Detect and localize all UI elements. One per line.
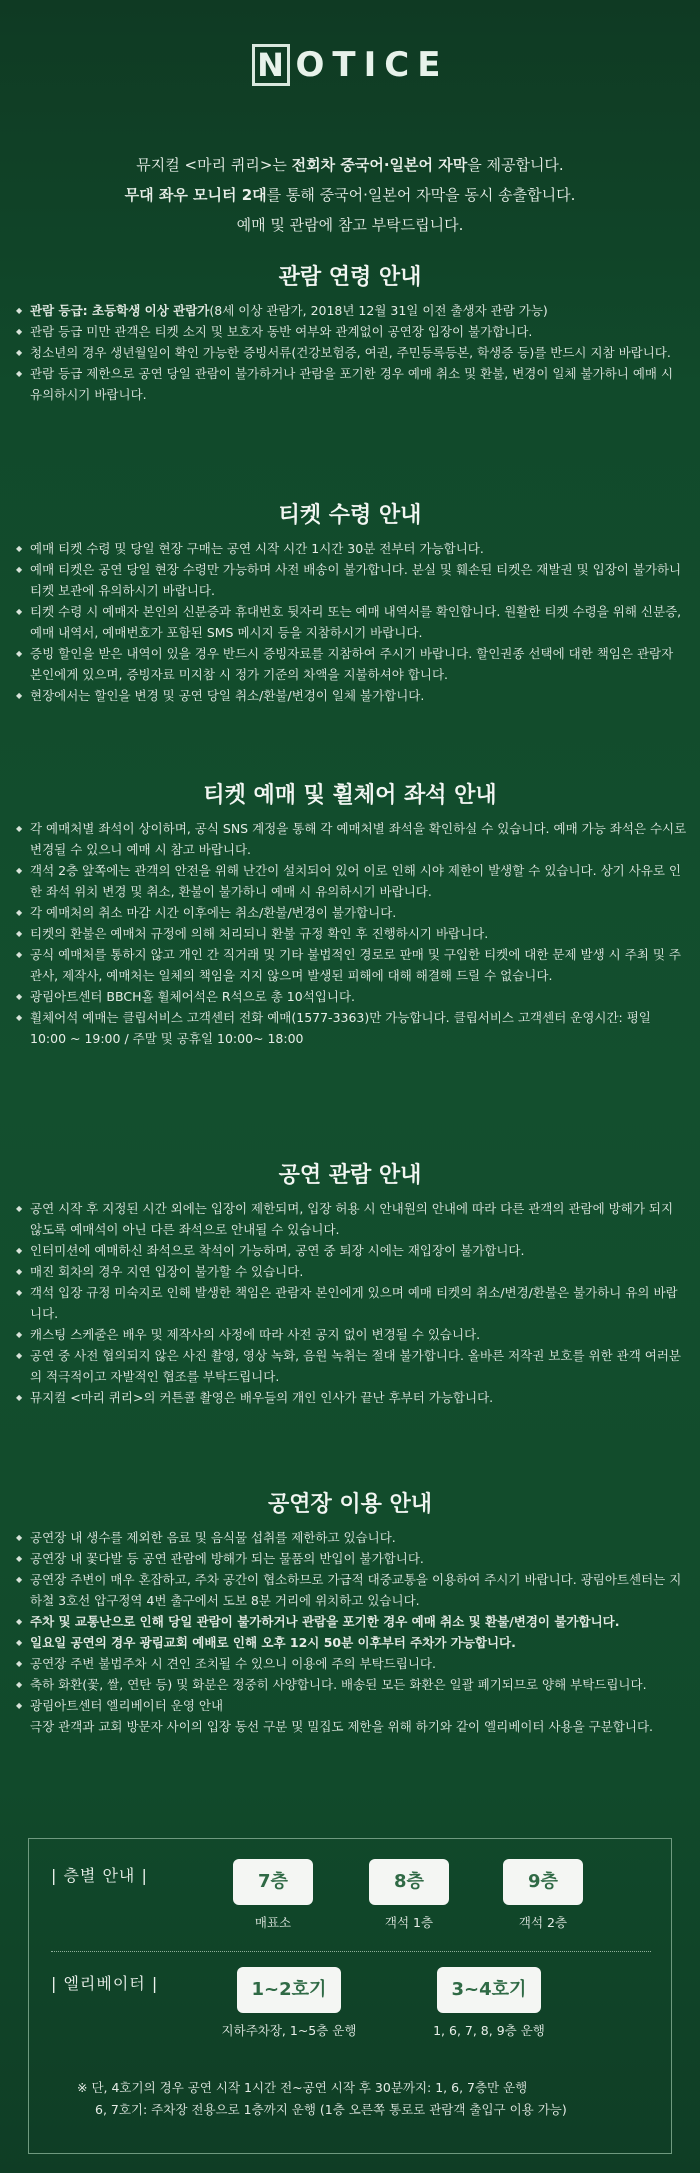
- list-item: ◆ 객석 2층 앞쪽에는 관객의 안전을 위해 난간이 설치되어 있어 이로 인해 시야 제한이 발생할 수 있습니다. 상기 사유로 인한 좌석 위치 변경 및 취소, 환불이 불가하니 예매 시 유의하시기 바랍니다.: [16, 860, 688, 902]
- list-item: ◆ 예매 티켓은 공연 당일 현장 수령만 가능하며 사전 배송이 불가합니다. 분실 및 훼손된 티켓은 재발권 및 입장이 불가하니 티켓 보관에 유의하시기 바랍니다.: [16, 559, 688, 601]
- booking-list: [16, 818, 688, 1049]
- list-item: ◆ 공연 시작 후 지정된 시간 외에는 입장이 제한되며, 입장 허용 시 안내원의 안내에 따라 다른 관객의 관람에 방해가 되지 않도록 예매석이 아닌 다른 좌석으로 안내될 수 있습니다.: [16, 1198, 688, 1240]
- notice-header: [0, 44, 700, 86]
- guide-divider: [51, 1951, 651, 1952]
- floor-9-caption: 객석 2층: [518, 1915, 568, 1930]
- list-item: ◆ 현장에서는 할인을 변경 및 공연 당일 취소/환불/변경이 일체 불가합니다.: [16, 685, 688, 706]
- section-title-booking: 티켓 예매 및 휠체어 좌석 안내: [203, 783, 497, 808]
- intro-text: [0, 150, 700, 240]
- floor-8-caption: 객석 1층: [384, 1915, 434, 1930]
- floor-9-pill: 9층: [503, 1859, 583, 1905]
- section-title-ticket: 티켓 수령 안내: [278, 503, 422, 528]
- list-item: ◆ 티켓의 환불은 예매처 규정에 의해 처리되니 환불 규정 확인 후 진행하시기 바랍니다.: [16, 923, 688, 944]
- list-item: ◆ 각 예매처의 취소 마감 시간 이후에는 취소/환불/변경이 불가합니다.: [16, 902, 688, 923]
- list-item: ◆ 증빙 할인을 받은 내역이 있을 경우 반드시 증빙자료를 지참하여 주시기 바랍니다. 할인권종 선택에 대한 책임은 관람자 본인에게 있으며, 증빙자료 미지참 시 정가 기준의 차액을 지불하셔야 합니다.: [16, 643, 688, 685]
- intro-line-3: 예매 및 관람에 참고 부탁드립니다.: [236, 216, 464, 234]
- list-item: ◆ 일요일 공연의 경우 광림교회 예배로 인해 오후 12시 50분 이후부터 주차가 가능합니다.: [16, 1632, 688, 1653]
- notice-title: [252, 44, 449, 86]
- list-item: ◆ 관람 등급 제한으로 공연 당일 관람이 불가하거나 관람을 포기한 경우 예매 취소 및 환불, 변경이 일체 불가하니 예매 시 유의하시기 바랍니다.: [16, 363, 688, 405]
- list-item: ◆ 광림아트센터 엘리베이터 운영 안내: [16, 1695, 688, 1716]
- list-item: ◆ 공연장 주변이 매우 혼잡하고, 주차 공간이 협소하므로 가급적 대중교통을 이용하여 주시기 바랍니다. 광림아트센터는 지하철 3호선 압구정역 4번 출구에서 도보 8분 거리에 위치하고 있습니다.: [16, 1569, 688, 1611]
- list-item: ◆ 공연 중 사전 협의되지 않은 사진 촬영, 영상 녹화, 음원 녹취는 절대 불가합니다. 올바른 저작권 보호를 위한 관객 여러분의 적극적이고 자발적인 협조를 부탁드립니다.: [16, 1345, 688, 1387]
- elevator-guide-label: | 엘리베이터 |: [51, 1974, 159, 1993]
- list-item: ◆ 휠체어석 예매는 클립서비스 고객센터 전화 예매(1577-3363)만 가능합니다. 클립서비스 고객센터 운영시간: 평일 10:00 ~ 19:00 / 주말 및 공휴일 10:00~ 18:00: [16, 1007, 688, 1049]
- list-item: ◆ 공연장 내 생수를 제외한 음료 및 음식물 섭취를 제한하고 있습니다.: [16, 1527, 688, 1548]
- list-item: ◆ 축하 화환(꽃, 쌀, 연탄 등) 및 화분은 정중히 사양합니다. 배송된 모든 화환은 일괄 폐기되므로 양해 부탁드립니다.: [16, 1674, 688, 1695]
- list-item: ◆ 인터미션에 예매하신 좌석으로 착석이 가능하며, 공연 중 퇴장 시에는 재입장이 불가합니다.: [16, 1240, 688, 1261]
- list-item: ◆ 티켓 수령 시 예매자 본인의 신분증과 휴대번호 뒷자리 또는 예매 내역서를 확인합니다. 원활한 티켓 수령을 위해 신분증, 예매 내역서, 예매번호가 포함된 SMS 메시지 등을 지참하시기 바랍니다.: [16, 601, 688, 643]
- elevator-note-1: ※ 단, 4호기의 경우 공연 시작 1시간 전~공연 시작 후 30분까지: 1, 6, 7층만 운행: [77, 2080, 528, 2095]
- floor-7-caption: 매표소: [254, 1915, 292, 1930]
- floor-guide-label: | 층별 안내 |: [51, 1866, 148, 1885]
- list-item: ◆ 뮤지컬 <마리 퀴리>의 커튼콜 촬영은 배우들의 개인 인사가 끝난 후부터 가능합니다.: [16, 1387, 688, 1408]
- viewing-list: [16, 1198, 688, 1408]
- floor-guide-box: [28, 1838, 672, 2154]
- venue-list: [16, 1527, 688, 1737]
- list-item: ◆ 관람 등급 미만 관객은 티켓 소지 및 보호자 동반 여부와 관계없이 공연장 입장이 불가합니다.: [16, 321, 688, 342]
- elevator-1-2-caption: 지하주차장, 1~5층 운행: [221, 2023, 357, 2038]
- section-title-age: 관람 연령 안내: [278, 265, 422, 290]
- list-item: ◆ 주차 및 교통난으로 인해 당일 관람이 불가하거나 관람을 포기한 경우 예매 취소 및 환불/변경이 불가합니다.: [16, 1611, 688, 1632]
- elevator-3-4-caption: 1, 6, 7, 8, 9층 운행: [433, 2023, 545, 2038]
- elevator-note-2: 6, 7호기: 주차장 전용으로 1층까지 운행 (1층 오른쪽 통로로 관람객 출입구 이용 가능): [95, 2102, 567, 2117]
- title-text: OTICE: [295, 45, 449, 85]
- elevator-1-2-pill: 1~2호기: [237, 1967, 341, 2013]
- list-item: ◆ 캐스팅 스케줄은 배우 및 제작사의 사정에 따라 사전 공지 없이 변경될 수 있습니다.: [16, 1324, 688, 1345]
- list-item: ◆ 매진 회차의 경우 지연 입장이 불가할 수 있습니다.: [16, 1261, 688, 1282]
- ticket-list: [16, 538, 688, 706]
- list-item: ◆ 공연장 내 꽃다발 등 공연 관람에 방해가 되는 물품의 반입이 불가합니다.: [16, 1548, 688, 1569]
- list-item: ◆ 청소년의 경우 생년월일이 확인 가능한 증빙서류(건강보험증, 여권, 주민등록등본, 학생증 등)를 반드시 지참 바랍니다.: [16, 342, 688, 363]
- age-list: [16, 300, 688, 405]
- list-item: ◆ 광림아트센터 BBCH홀 휠체어석은 R석으로 총 10석입니다.: [16, 986, 688, 1007]
- floor-8-pill: 8층: [369, 1859, 449, 1905]
- floor-7-pill: 7층: [233, 1859, 313, 1905]
- list-item: ◆ 공식 예매처를 통하지 않고 개인 간 직거래 및 기타 불법적인 경로로 판매 및 구입한 티켓에 대한 문제 발생 시 주최 및 주관사, 제작사, 예매처는 일체의 책임을 지지 않으며 발생된 피해에 대해 해결해 드릴 수 없습니다.: [16, 944, 688, 986]
- list-item: ◆ 객석 입장 규정 미숙지로 인해 발생한 책임은 관람자 본인에게 있으며 예매 티켓의 취소/변경/환불은 불가하니 유의 바랍니다.: [16, 1282, 688, 1324]
- intro-line-1: 뮤지컬 <마리 퀴리>는 전회차 중국어·일본어 자막을 제공합니다.: [136, 156, 564, 174]
- title-boxed-letter: N: [252, 44, 290, 86]
- list-item: 극장 관객과 교회 방문자 사이의 입장 동선 구분 및 밀집도 제한을 위해 하기와 같이 엘리베이터 사용을 구분합니다.: [30, 1719, 653, 1734]
- section-title-venue: 공연장 이용 안내: [267, 1492, 433, 1517]
- list-item: ◆ 각 예매처별 좌석이 상이하며, 공식 SNS 계정을 통해 각 예매처별 좌석을 확인하실 수 있습니다. 예매 가능 좌석은 수시로 변경될 수 있으니 예매 시 참고 바랍니다.: [16, 818, 688, 860]
- list-item: ◆ 공연장 주변 불법주차 시 견인 조치될 수 있으니 이용에 주의 부탁드립니다.: [16, 1653, 688, 1674]
- list-item: ◆ 관람 등급: 초등학생 이상 관람가(8세 이상 관람가, 2018년 12월 31일 이전 출생자 관람 가능): [16, 300, 688, 321]
- elevator-3-4-pill: 3~4호기: [437, 1967, 541, 2013]
- intro-line-2: 무대 좌우 모니터 2대를 통해 중국어·일본어 자막을 동시 송출합니다.: [124, 186, 576, 204]
- section-title-viewing: 공연 관람 안내: [278, 1163, 422, 1188]
- list-item: ◆ 예매 티켓 수령 및 당일 현장 구매는 공연 시작 시간 1시간 30분 전부터 가능합니다.: [16, 538, 688, 559]
